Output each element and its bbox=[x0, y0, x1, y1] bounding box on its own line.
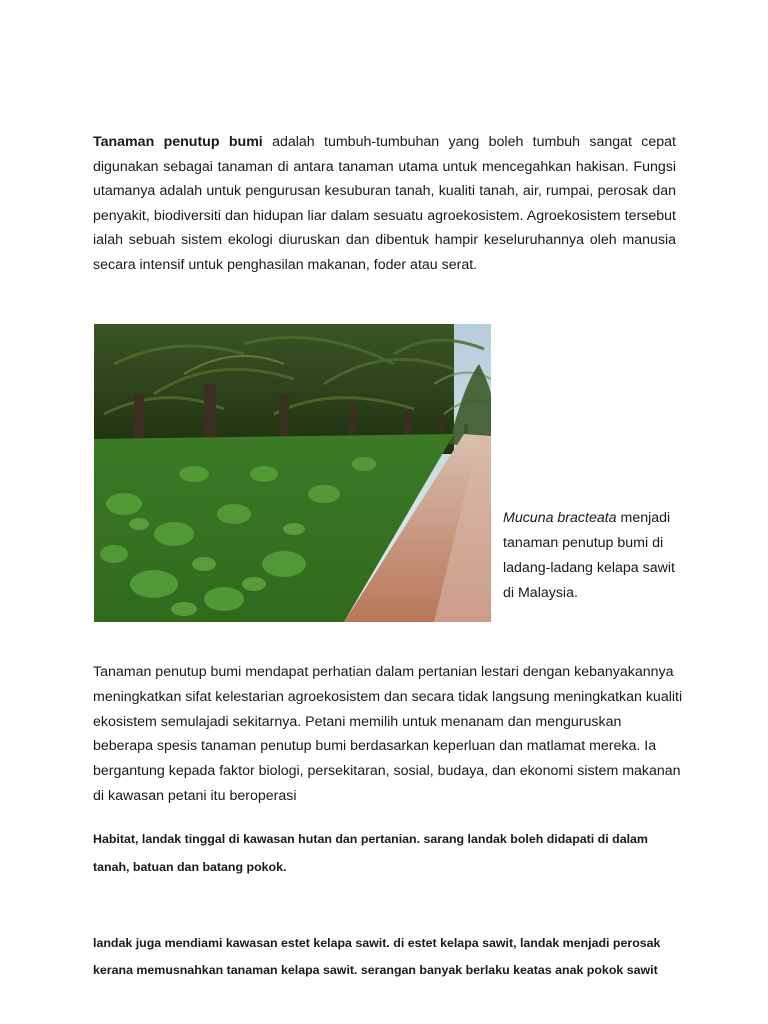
photo-caption bbox=[503, 506, 683, 606]
oil-palm-plantation-photo bbox=[94, 324, 491, 622]
body-paragraph-3: Habitat, landak tinggal di kawasan hutan dan pertanian. sarang landak boleh didapati di dalam tanah, batuan dan batang pokok. bbox=[93, 832, 648, 874]
caption-text: menjadi tanaman penutup bumi di ladang-ladang kelapa sawit di Malaysia. bbox=[503, 510, 675, 601]
body-paragraph-4: landak juga mendiami kawasan estet kelapa sawit. di estet kelapa sawit, landak menjadi perosak kerana memusnahkan tanaman kelapa sawit. serangan banyak berlaku keatas anak pokok sawit bbox=[93, 936, 661, 977]
intro-text: adalah tumbuh-tumbuhan yang boleh tumbuh sangat cepat digunakan sebagai tanaman di antara tanaman utama untuk mencegahkan hakisan. Fungsi utamanya adalah untuk pengurusan kesuburan tanah, kualiti tanah, air, rumpai, perosak dan penyakit, biodiversiti dan hidupan liar dalam sesuatu agroekosistem. Agroekosistem tersebut ialah sebuah sistem ekologi diuruskan dan dibentuk hampir keseluruhannya oleh manusia secara intensif untuk penghasilan makanan, foder atau serat. bbox=[93, 134, 676, 273]
caption-species: Mucuna bracteata bbox=[503, 510, 617, 526]
intro-term: Tanaman penutup bumi bbox=[93, 134, 263, 150]
intro-paragraph bbox=[93, 130, 676, 278]
body-paragraph-2: Tanaman penutup bumi mendapat perhatian dalam pertanian lestari dengan kebanyakannya meningkatkan sifat kelestarian agroekosistem dan secara tidak langsung meningkatkan kualiti ekosistem semulajadi sekitarnya. Petani memilih untuk menanam dan menguruskan beberapa spesis tanaman penutup bumi berdasarkan keperluan dan matlamat mereka. Ia bergantung kepada faktor biologi, persekitaran, sosial, budaya, dan ekonomi sistem makanan di kawasan petani itu beroperasi bbox=[93, 664, 683, 804]
palm-canopy bbox=[94, 324, 454, 454]
